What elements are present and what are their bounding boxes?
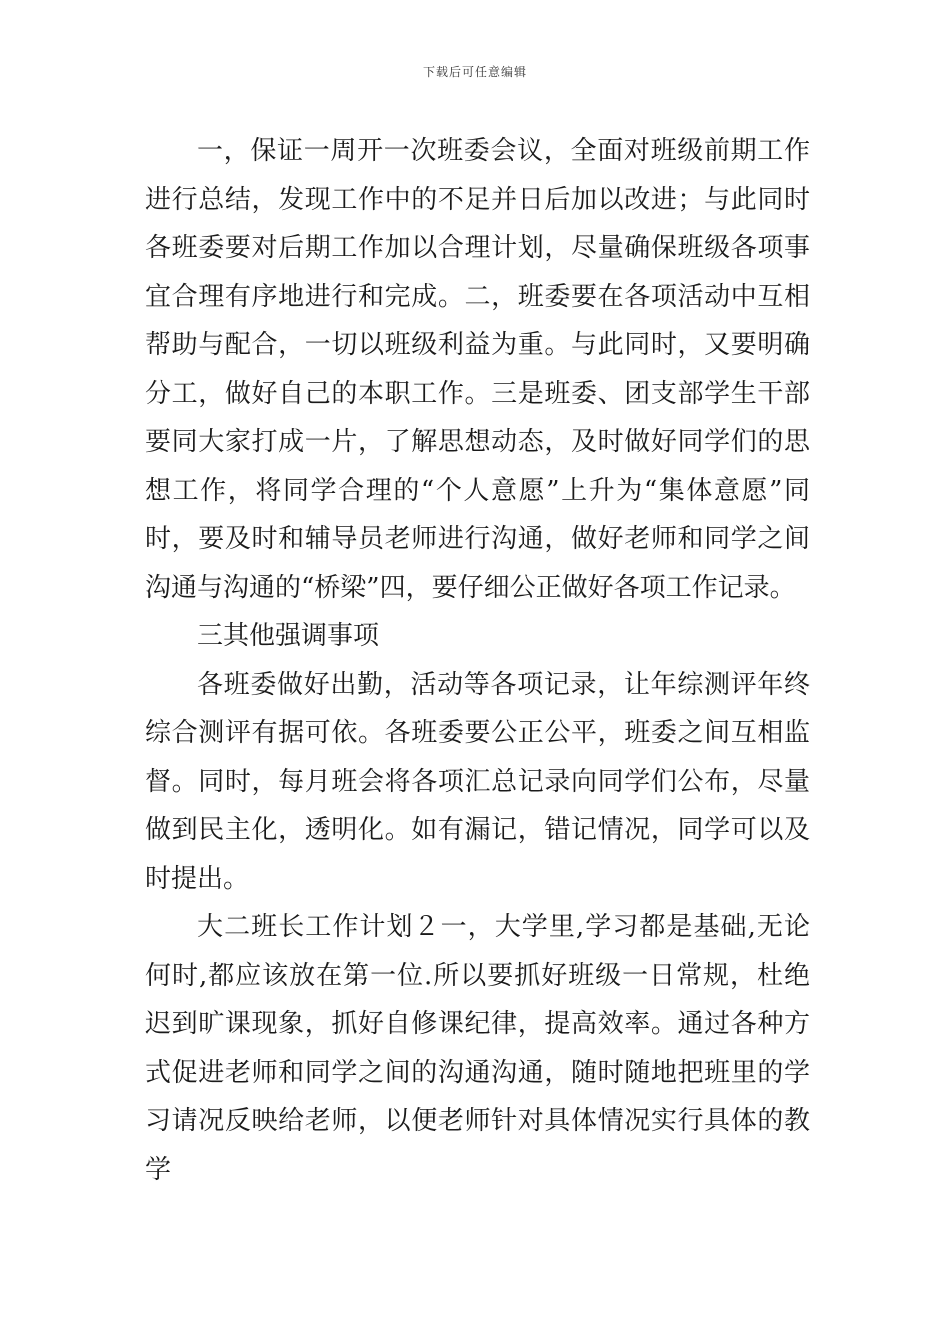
section-heading-other-matters: 三其他强调事项 — [197, 621, 380, 651]
paragraph-work-plan-2: 大二班长工作计划２一，大学里,学习都是基础,无论何时,都应该放在第一位.所以要抓好班级一日常规，杜绝迟到旷课现象，抓好自修课纪律，提高效率。通过各种方式促进老师和同学之间的沟通沟通，随时随地把班里的学习请况反映给老师，以便老师针对具体情况实行具体的教学 — [145, 912, 810, 1185]
paragraph-records: 各班委做好出勤，活动等各项记录，让年综测评年终综合测评有据可依。各班委要公正公平，班委之间互相监督。同时，每月班会将各项汇总记录向同学们公布，尽量做到民主化，透明化。如有漏记，错记情况，同学可以及时提出。 — [145, 669, 810, 894]
document-body — [145, 127, 810, 1194]
paragraph-committee-duties: 一，保证一周开一次班委会议，全面对班级前期工作进行总结，发现工作中的不足并日后加以改进；与此同时各班委要对后期工作加以合理计划，尽量确保班级各项事宜合理有序地进行和完成。二，班委要在各项活动中互相帮助与配合，一切以班级利益为重。与此同时，又要明确分工，做好自己的本职工作。三是班委、团支部学生干部要同大家打成一片，了解思想动态，及时做好同学们的思想工作，将同学合理的“个人意愿”上升为“集体意愿”同时，要及时和辅导员老师进行沟通，做好老师和同学之间沟通与沟通的“桥梁”四，要仔细公正做好各项工作记录。 — [145, 136, 810, 603]
page-header: 下载后可任意编辑 — [422, 65, 527, 79]
